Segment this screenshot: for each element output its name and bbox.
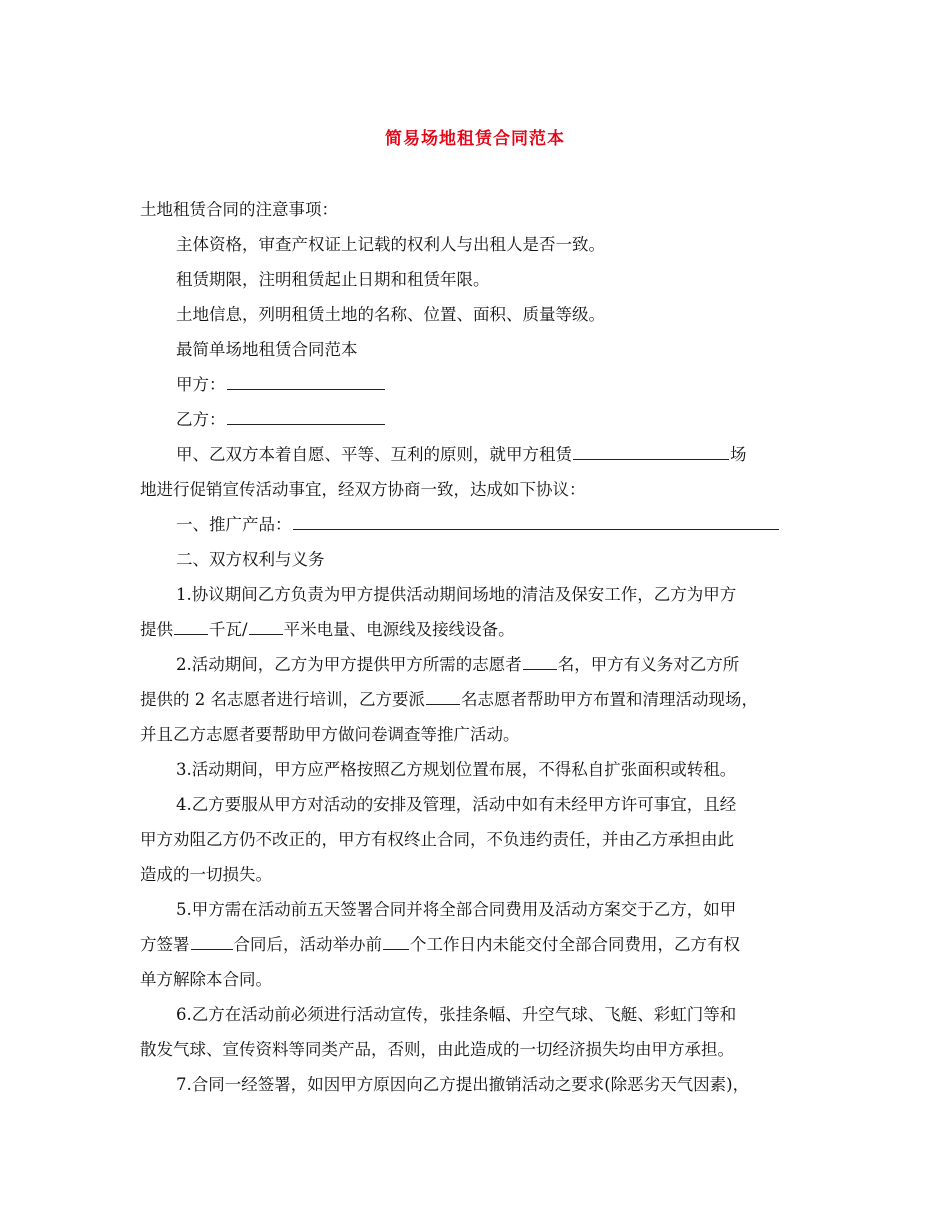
intro-text-b: 场 [730, 445, 747, 464]
document-body [140, 192, 812, 1102]
document-title: 简易场地租赁合同范本 [385, 129, 565, 149]
clause-5-text-b: 合同后，活动举办前 [233, 935, 382, 954]
clause-2-text-b: 名，甲方有义务对乙方所 [557, 655, 740, 674]
notes-heading: 土地租赁合同的注意事项： [140, 200, 338, 219]
party-a-line [140, 367, 812, 402]
clause-3: 3.活动期间，甲方应严格按照乙方规划位置布展，不得私自扩张面积或转租。 [176, 760, 737, 779]
intro-line-2: 地进行促销宣传活动事宜，经双方协商一致，达成如下协议： [140, 480, 586, 499]
volunteer-count-blank [523, 653, 557, 670]
party-b-line [140, 402, 812, 437]
kw-blank [174, 618, 208, 635]
clause-1-text-c: 平米电量、电源线及接线设备。 [283, 620, 515, 639]
intro-text-a: 甲、乙双方本着自愿、平等、互利的原则，就甲方租赁 [176, 445, 572, 464]
clause-4-line-3: 造成的一切损失。 [140, 865, 272, 884]
clause-1-line-2 [140, 612, 812, 647]
clause-2-line-1 [140, 647, 812, 682]
clause-5-line-3: 单方解除本合同。 [140, 970, 272, 989]
clause-2-text-c: 提供的 2 名志愿者进行培训，乙方要派 [140, 690, 425, 709]
clause-6-line-1: 6.乙方在活动前必须进行活动宣传，张挂条幅、升空气球、飞艇、彩虹门等和 [176, 1005, 737, 1024]
party-a-label: 甲方： [176, 375, 226, 394]
product-blank [293, 513, 779, 530]
section-1-line [140, 507, 812, 542]
clause-5-text-c: 个工作日内未能交付全部合同费用，乙方有权 [410, 935, 740, 954]
clause-2-text-a: 2.活动期间，乙方为甲方提供甲方所需的志愿者 [176, 655, 522, 674]
volunteer-assign-blank [426, 688, 460, 705]
clause-1-text-b: 千瓦/ [209, 620, 248, 639]
clause-5-text-a: 方签署 [140, 935, 190, 954]
intro-line-1 [140, 437, 812, 472]
party-a-blank [227, 373, 385, 390]
clause-1-line-1: 1.协议期间乙方负责为甲方提供活动期间场地的清洁及保安工作，乙方为甲方 [176, 585, 737, 604]
workday-blank [383, 933, 409, 950]
contract-subtitle: 最简单场地租赁合同范本 [176, 340, 358, 359]
venue-blank [573, 443, 729, 460]
section-2-heading: 二、双方权利与义务 [176, 550, 325, 569]
note-subject-qualification: 主体资格，审查产权证上记载的权利人与出租人是否一致。 [176, 235, 605, 254]
clause-2-line-2 [140, 682, 812, 717]
clause-7-line-1: 7.合同一经签署，如因甲方原因向乙方提出撤销活动之要求(除恶劣天气因素)， [176, 1075, 750, 1094]
clause-5-line-1: 5.甲方需在活动前五天签署合同并将全部合同费用及活动方案交于乙方，如甲 [176, 900, 737, 919]
party-b-blank [227, 408, 385, 425]
clause-1-text-a: 提供 [140, 620, 173, 639]
clause-4-line-1: 4.乙方要服从甲方对活动的安排及管理，活动中如有未经甲方许可事宜，且经 [176, 795, 737, 814]
clause-4-line-2: 甲方劝阻乙方仍不改正的，甲方有权终止合同，不负违约责任，并由乙方承担由此 [140, 830, 734, 849]
clause-5-line-2 [140, 927, 812, 962]
clause-6-line-2: 散发气球、宣传资料等同类产品，否则，由此造成的一切经济损失均由甲方承担。 [140, 1040, 734, 1059]
party-b-label: 乙方： [176, 410, 226, 429]
sign-blank [191, 933, 233, 950]
clause-2-text-d: 名志愿者帮助甲方布置和清理活动现场， [461, 690, 758, 709]
note-lease-term: 租赁期限，注明租赁起止日期和租赁年限。 [176, 270, 490, 289]
note-land-info: 土地信息，列明租赁土地的名称、位置、面积、质量等级。 [176, 305, 605, 324]
section-1-label: 一、推广产品： [176, 515, 292, 534]
clause-2-line-3: 并且乙方志愿者要帮助甲方做问卷调查等推广活动。 [140, 725, 520, 744]
sqm-blank [249, 618, 283, 635]
